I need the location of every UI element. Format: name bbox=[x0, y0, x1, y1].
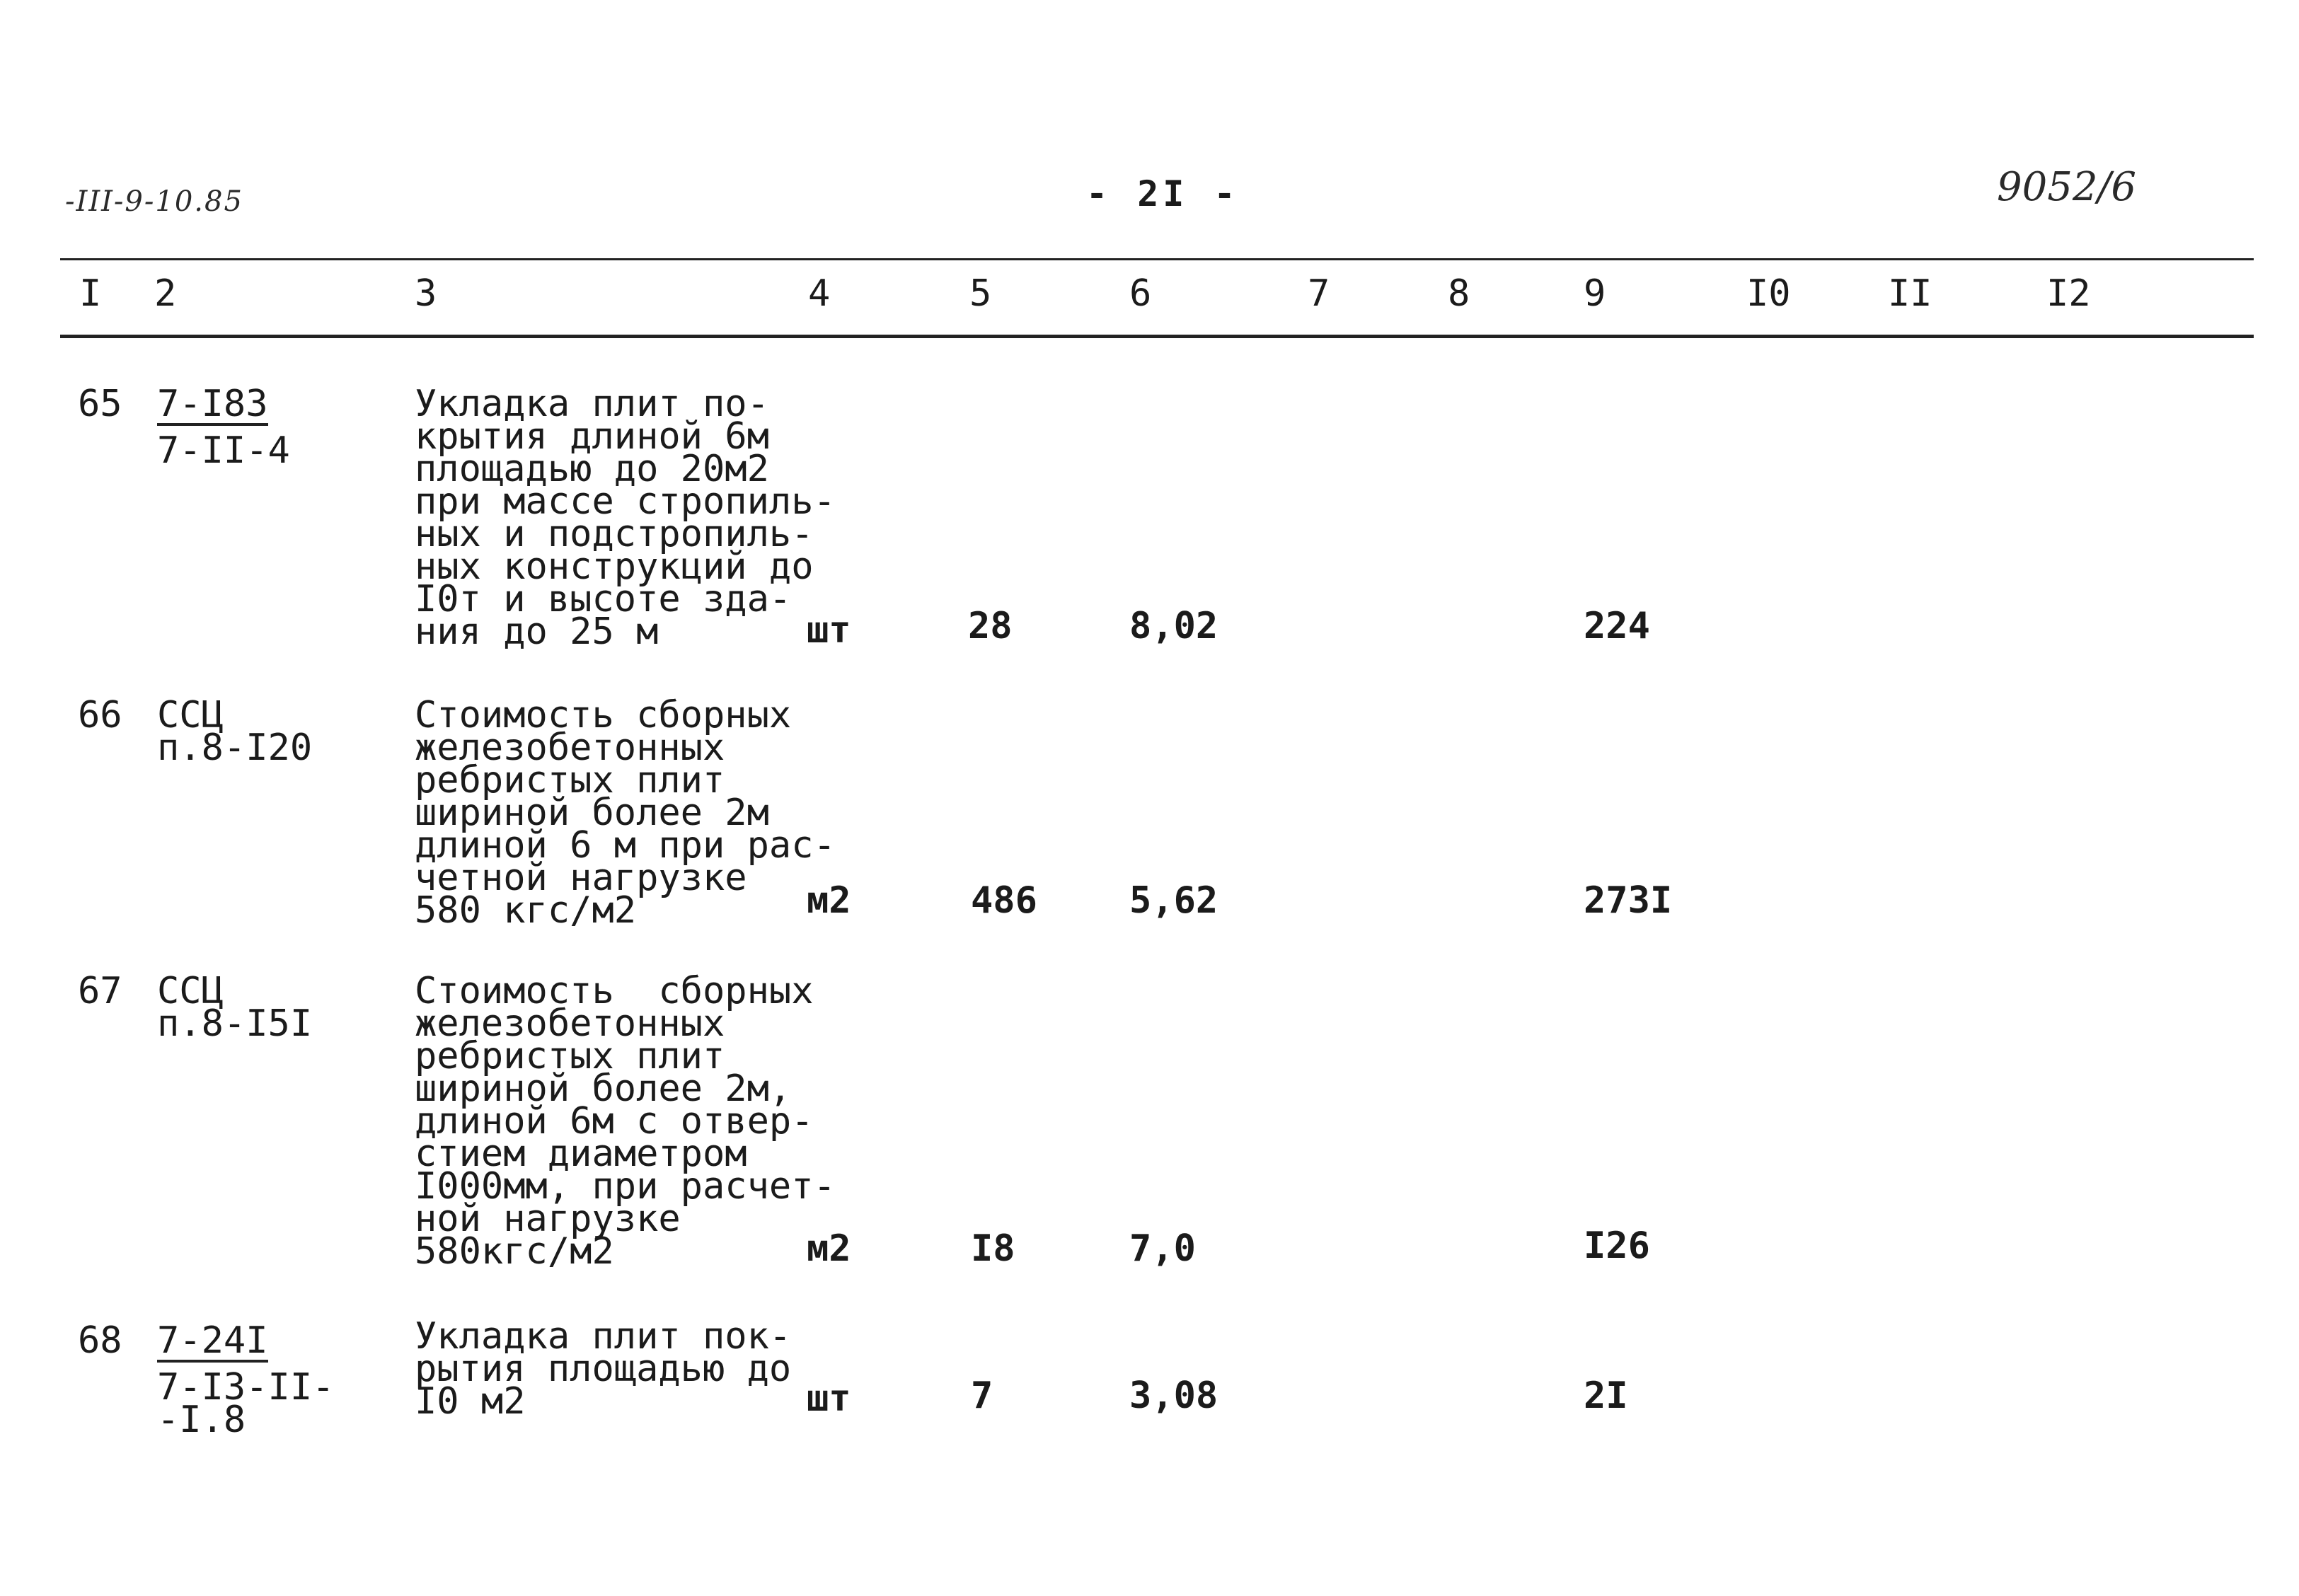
column-header: 2 bbox=[154, 272, 177, 315]
column-header: I2 bbox=[2046, 272, 2091, 315]
column-header: 6 bbox=[1129, 272, 1152, 315]
unit: м2 bbox=[807, 1227, 851, 1270]
unit: шт bbox=[807, 1377, 851, 1420]
column-header: II bbox=[1888, 272, 1932, 315]
quantity: 7 bbox=[971, 1375, 993, 1417]
norm-code-secondary: п.8-I5I bbox=[157, 1002, 313, 1045]
total-cost: 2I bbox=[1584, 1375, 1628, 1417]
norm-code-primary: 7-I83 bbox=[157, 383, 268, 425]
norm-code-primary: ССЦ bbox=[157, 694, 224, 736]
unit-price: 5,62 bbox=[1129, 879, 1218, 922]
norm-code bbox=[157, 383, 268, 426]
column-header: 7 bbox=[1308, 272, 1330, 315]
norm-code-secondary: п.8-I20 bbox=[157, 727, 313, 769]
total-cost: 273I bbox=[1584, 879, 1673, 922]
unit-price: 8,02 bbox=[1129, 605, 1218, 647]
work-description: Стоимость сборных железобетонных ребристых плит шириной более 2м длиной 6 м при рас- четной нагрузке 580 кгс/м2 bbox=[415, 694, 836, 932]
work-description: Укладка плит пок- рытия площадью до I0 м2 bbox=[415, 1315, 792, 1423]
work-description: Укладка плит по- крытия длиной 6м площадью до 20м2 при массе стропиль- ных и подстропиль- ных конструкций до I0т и высоте зда- ния до 25 м bbox=[415, 383, 836, 653]
norm-code-secondary: 7-I3-II- -I.8 bbox=[157, 1366, 335, 1441]
total-cost: 224 bbox=[1584, 605, 1650, 647]
unit-price: 7,0 bbox=[1129, 1227, 1196, 1270]
norm-code-primary: ССЦ bbox=[157, 970, 224, 1012]
column-header: 8 bbox=[1448, 272, 1470, 315]
unit: м2 bbox=[807, 879, 851, 922]
column-header: 4 bbox=[808, 272, 831, 315]
quantity: I8 bbox=[971, 1227, 1015, 1270]
norm-code bbox=[157, 1319, 268, 1363]
column-header: 5 bbox=[969, 272, 992, 315]
header-rule bbox=[60, 335, 2254, 338]
norm-code-secondary: 7-II-4 bbox=[157, 429, 290, 472]
norm-code-primary: 7-24I bbox=[157, 1319, 268, 1362]
quantity: 486 bbox=[971, 879, 1037, 922]
quantity: 28 bbox=[968, 605, 1013, 647]
unit: шт bbox=[807, 609, 851, 652]
column-header: 9 bbox=[1584, 272, 1606, 315]
page-number: - 2I - bbox=[1086, 173, 1240, 214]
total-cost: I26 bbox=[1584, 1225, 1650, 1267]
row-number: 65 bbox=[78, 383, 122, 425]
column-header: I0 bbox=[1746, 272, 1791, 315]
row-number: 66 bbox=[78, 694, 122, 736]
work-description: Стоимость сборных железобетонных ребристых плит шириной более 2м, длиной 6м с отвер- стием диаметром I000мм, при расчет- ной нагрузке 580кгс/м2 bbox=[415, 970, 836, 1273]
column-header: 3 bbox=[415, 272, 437, 315]
sheet-code: 9052/6 bbox=[1997, 164, 2137, 210]
document-code: -III-9-10.85 bbox=[65, 185, 243, 218]
top-rule bbox=[60, 258, 2254, 260]
column-header: I bbox=[79, 272, 102, 315]
row-number: 67 bbox=[78, 970, 122, 1012]
unit-price: 3,08 bbox=[1129, 1375, 1218, 1417]
row-number: 68 bbox=[78, 1319, 122, 1362]
